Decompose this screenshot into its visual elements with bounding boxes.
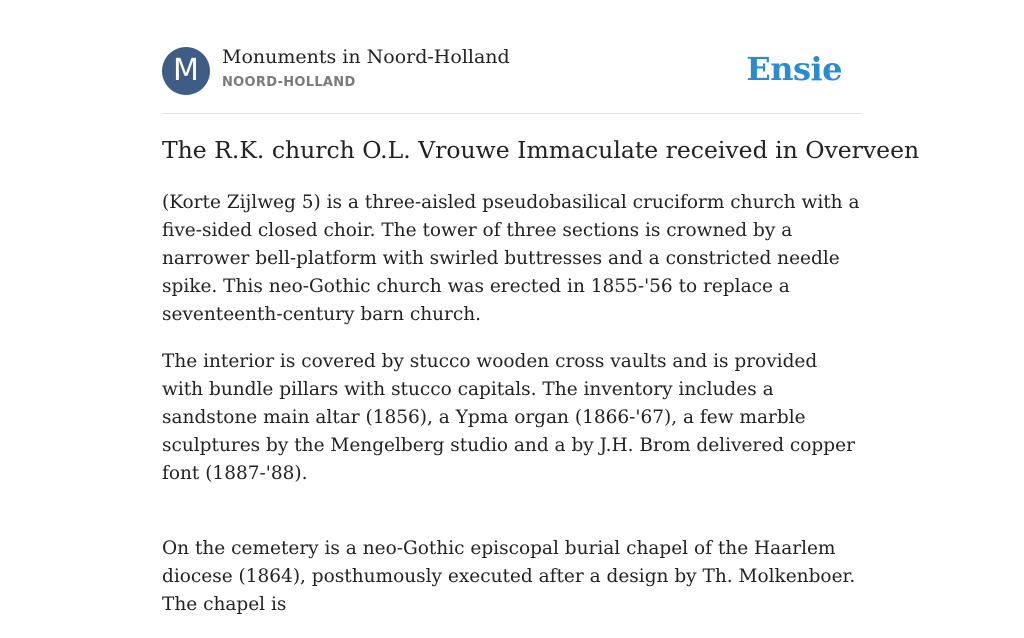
article-paragraph: (Korte Zijlweg 5) is a three-aisled pseudobasilical cruciform church with a five-sided closed choir. The tower of three sections is crowned by a narrower bell-platform with swirled buttresses and a constricted needle spike. This neo-Gothic church was erected in 1855-'56 to replace a seventeenth-century barn church. <box>162 192 860 325</box>
avatar[interactable]: M <box>162 47 210 95</box>
article-paragraph: The interior is covered by stucco wooden cross vaults and is provided with bundle pillars with stucco capitals. The inventory includes a sandstone main altar (1856), a Ypma organ (1866-'67), a few marble sculptures by the Mengelberg studio and a by J.H. Brom delivered copper font (1887-'88). <box>162 351 855 484</box>
site-title[interactable]: Monuments in Noord-Holland <box>222 46 510 68</box>
article-body <box>162 189 862 638</box>
article-title: The R.K. church O.L. Vrouwe Immaculate received in Overveen <box>162 136 920 164</box>
site-header <box>162 0 862 114</box>
brand-logo[interactable]: Ensie <box>746 50 842 88</box>
page-container <box>162 0 920 615</box>
site-subtitle[interactable]: NOORD-HOLLAND <box>222 75 356 90</box>
article-paragraph: On the cemetery is a neo-Gothic episcopal burial chapel of the Haarlem diocese (1864), posthumously executed after a design by Th. Molkenboer. The chapel is <box>162 538 856 615</box>
